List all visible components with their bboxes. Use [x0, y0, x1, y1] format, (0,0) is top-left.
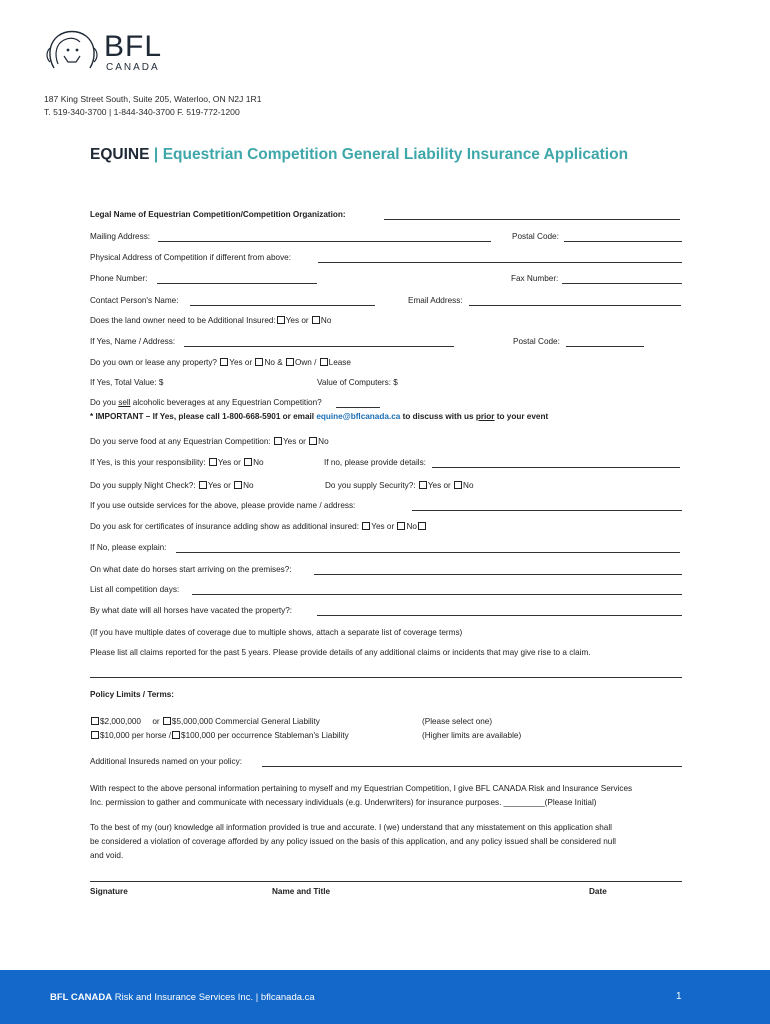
- footer-text: [50, 992, 315, 1003]
- consent-line2: Inc. permission to gather and communicate with necessary individuals (e.g. Underwriters) for insurance purposes. _________(Please Initial): [90, 798, 597, 807]
- multiple-dates-note: (If you have multiple dates of coverage due to multiple shows, attach a separate list of coverage terms): [90, 628, 463, 637]
- additional-insureds-label: Additional Insureds named on your policy:: [90, 757, 243, 766]
- name-title-label: Name and Title: [272, 887, 331, 896]
- signature-line[interactable]: [90, 881, 682, 882]
- fax-field[interactable]: [562, 283, 682, 284]
- address-line1: 187 King Street South, Suite 205, Waterloo, ON N2J 1R1: [44, 94, 262, 104]
- mailing-address-field[interactable]: [158, 241, 491, 242]
- contact-field[interactable]: [190, 305, 375, 306]
- consent-line1: With respect to the above personal information pertaining to myself and my Equestrian Competition, I give BFL CANADA Risk and Insurance Services: [90, 784, 633, 793]
- competition-days-label: List all competition days:: [90, 585, 180, 594]
- no-label: No: [463, 481, 474, 490]
- own-label: Own /: [294, 358, 317, 367]
- claims-note: Please list all claims reported for the past 5 years. Please provide details of any additional claims or incidents that may give rise to a claim.: [90, 648, 591, 657]
- no-label: No: [264, 358, 275, 367]
- no-label: No: [318, 437, 329, 446]
- own-checkbox[interactable]: [286, 358, 294, 366]
- or-label: or: [386, 522, 395, 531]
- amp-label: &: [277, 358, 283, 367]
- postal-code2-field[interactable]: [566, 346, 644, 347]
- phone-label: Phone Number:: [90, 274, 148, 283]
- yes-label: Yes: [427, 481, 442, 490]
- if-no-details-field[interactable]: [432, 467, 680, 468]
- no-label: No: [253, 458, 264, 467]
- policy-option2: [90, 731, 349, 740]
- postal-code-label: Postal Code:: [512, 232, 559, 241]
- policy-2m-label: $2,000,000: [100, 717, 141, 726]
- certificates-no-checkbox[interactable]: [397, 522, 405, 530]
- policy-note2: (Higher limits are available): [422, 731, 522, 740]
- alcohol-sell: sell: [118, 398, 131, 407]
- night-check-label: Do you supply Night Check?:: [90, 481, 196, 490]
- policy-2m-checkbox[interactable]: [91, 717, 99, 725]
- security-row: [325, 481, 474, 490]
- responsibility-yes-checkbox[interactable]: [209, 458, 217, 466]
- title-sep: |: [153, 146, 159, 163]
- certificates-label: Do you ask for certificates of insurance adding show as additional insured:: [90, 522, 359, 531]
- yes-label: Yes: [285, 316, 300, 325]
- important-notice: [90, 412, 548, 421]
- if-no-explain-field[interactable]: [176, 552, 680, 553]
- yes-label: Yes: [217, 458, 232, 467]
- alcohol-pre: Do you: [90, 398, 119, 407]
- lease-checkbox[interactable]: [320, 358, 328, 366]
- important-pre: * IMPORTANT – If Yes, please call 1-800-668-5901 or email: [90, 412, 317, 421]
- yes-label: Yes: [229, 358, 243, 367]
- alcohol-post: alcoholic beverages at any Equestrian Competition?: [130, 398, 322, 407]
- footer-brand: BFL CANADA: [50, 992, 113, 1003]
- important-mid: to discuss with us: [400, 412, 476, 421]
- horses-arrive-label: On what date do horses start arriving on the premises?:: [90, 565, 292, 574]
- important-prior: prior: [475, 412, 495, 421]
- horses-vacated-field[interactable]: [317, 615, 682, 616]
- logo-sub: CANADA: [106, 62, 160, 73]
- lease-label: Lease: [328, 358, 351, 367]
- postal-code-field[interactable]: [564, 241, 682, 242]
- if-yes-name-field[interactable]: [184, 346, 454, 347]
- fax-label: Fax Number:: [511, 274, 559, 283]
- alcohol-field[interactable]: [336, 407, 380, 408]
- page-number: 1: [676, 991, 682, 1002]
- or-label: or: [244, 358, 253, 367]
- title-sub: Equestrian Competition General Liability Insurance Application: [162, 146, 629, 163]
- policy-5m-checkbox[interactable]: [163, 717, 171, 725]
- night-check-row: [90, 481, 254, 490]
- if-no-details-label: If no, please provide details:: [324, 458, 426, 467]
- date-label: Date: [589, 887, 607, 896]
- physical-address-field[interactable]: [318, 262, 682, 263]
- if-yes-name-label: If Yes, Name / Address:: [90, 337, 176, 346]
- policy-100k-checkbox[interactable]: [172, 731, 180, 739]
- mailing-address-label: Mailing Address:: [90, 232, 151, 241]
- serve-food-no-checkbox[interactable]: [309, 437, 317, 445]
- if-no-explain-label: If No, please explain:: [90, 543, 167, 552]
- email-label: Email Address:: [408, 296, 463, 305]
- total-value-label: If Yes, Total Value: $: [90, 378, 164, 387]
- physical-address-label: Physical Address of Competition if different from above:: [90, 253, 291, 262]
- policy-100k-label: $100,000 per occurrence Stableman's Liability: [181, 731, 349, 740]
- additional-insureds-field[interactable]: [262, 766, 682, 767]
- signature-label: Signature: [90, 887, 128, 896]
- legal-name-label: Legal Name of Equestrian Competition/Competition Organization:: [90, 210, 346, 219]
- outside-services-field[interactable]: [412, 510, 682, 511]
- bfl-logo: [44, 28, 174, 76]
- legal-name-field[interactable]: [384, 219, 680, 220]
- no-label: No: [406, 522, 417, 531]
- horses-arrive-field[interactable]: [314, 574, 682, 575]
- phone-field[interactable]: [157, 283, 317, 284]
- own-lease-no-checkbox[interactable]: [255, 358, 263, 366]
- landowner-label: Does the land owner need to be Additional Insured:: [90, 316, 276, 325]
- or-label: or: [301, 316, 309, 325]
- no-label: No: [320, 316, 332, 325]
- title-main: EQUINE: [90, 146, 150, 163]
- responsibility-row: [90, 458, 264, 467]
- or-label: or: [443, 481, 451, 490]
- or-label: or: [298, 437, 306, 446]
- policy-10k-checkbox[interactable]: [91, 731, 99, 739]
- own-lease-row: [90, 358, 351, 367]
- contact-label: Contact Person's Name:: [90, 296, 179, 305]
- night-check-no-checkbox[interactable]: [234, 481, 242, 489]
- certificates-yes-checkbox[interactable]: [362, 522, 370, 530]
- policy-note1: (Please select one): [422, 717, 493, 726]
- declaration-line1: To the best of my (our) knowledge all information provided is true and accurate. I (we) understand that any misstatement on this application shall: [90, 823, 612, 832]
- logo-name: BFL: [104, 30, 163, 63]
- security-no-checkbox[interactable]: [454, 481, 462, 489]
- declaration-line3: and void.: [90, 851, 124, 860]
- computers-label: Value of Computers: $: [317, 378, 398, 387]
- policy-heading: Policy Limits / Terms:: [90, 690, 175, 699]
- horses-vacated-label: By what date will all horses have vacated the property?:: [90, 606, 293, 615]
- postal-code2-label: Postal Code:: [513, 337, 560, 346]
- own-lease-yes-checkbox[interactable]: [220, 358, 228, 366]
- certificates-extra-checkbox[interactable]: [418, 522, 426, 530]
- yes-label: Yes: [207, 481, 222, 490]
- own-lease-label: Do you own or lease any property?: [90, 358, 217, 367]
- serve-food-row: [90, 437, 329, 446]
- or-label: or: [223, 481, 231, 490]
- night-check-yes-checkbox[interactable]: [199, 481, 207, 489]
- serve-food-label: Do you serve food at any Equestrian Competition:: [90, 437, 271, 446]
- responsibility-no-checkbox[interactable]: [244, 458, 252, 466]
- landowner-yes-checkbox[interactable]: [277, 316, 285, 324]
- landowner-no-checkbox[interactable]: [312, 316, 320, 324]
- footer-bar: [0, 970, 770, 1024]
- address-line2: T. 519-340-3700 | 1-844-340-3700 F. 519-772-1200: [44, 107, 240, 117]
- competition-days-field[interactable]: [192, 594, 682, 595]
- footer-rest: Risk and Insurance Services Inc. | bflcanada.ca: [112, 992, 315, 1003]
- no-label: No: [243, 481, 254, 490]
- policy-10k-label: $10,000 per horse /: [100, 731, 172, 740]
- security-label: Do you supply Security?:: [325, 481, 416, 490]
- or-label: or: [152, 717, 160, 726]
- responsibility-label: If Yes, is this your responsibility:: [90, 458, 206, 467]
- lion-icon: [44, 28, 100, 74]
- policy-option1: [90, 717, 320, 726]
- page-title: [90, 146, 628, 164]
- or-label: or: [233, 458, 241, 467]
- landowner-row: [90, 316, 331, 325]
- yes-label: Yes: [282, 437, 297, 446]
- important-email-link[interactable]: equine@bflcanada.ca: [316, 412, 401, 421]
- policy-5m-label: $5,000,000 Commercial General Liability: [171, 717, 320, 726]
- alcohol-row: [90, 398, 322, 407]
- email-field[interactable]: [469, 305, 681, 306]
- security-yes-checkbox[interactable]: [419, 481, 427, 489]
- declaration-line2: be considered a violation of coverage afforded by any policy issued on the basis of this application, and any policy issued shall be considered null: [90, 837, 616, 846]
- claims-field[interactable]: [90, 677, 682, 678]
- certificates-row: [90, 522, 427, 531]
- important-post: to your event: [494, 412, 549, 421]
- yes-label: Yes: [371, 522, 385, 531]
- outside-services-label: If you use outside services for the above, please provide name / address:: [90, 501, 356, 510]
- serve-food-yes-checkbox[interactable]: [274, 437, 282, 445]
